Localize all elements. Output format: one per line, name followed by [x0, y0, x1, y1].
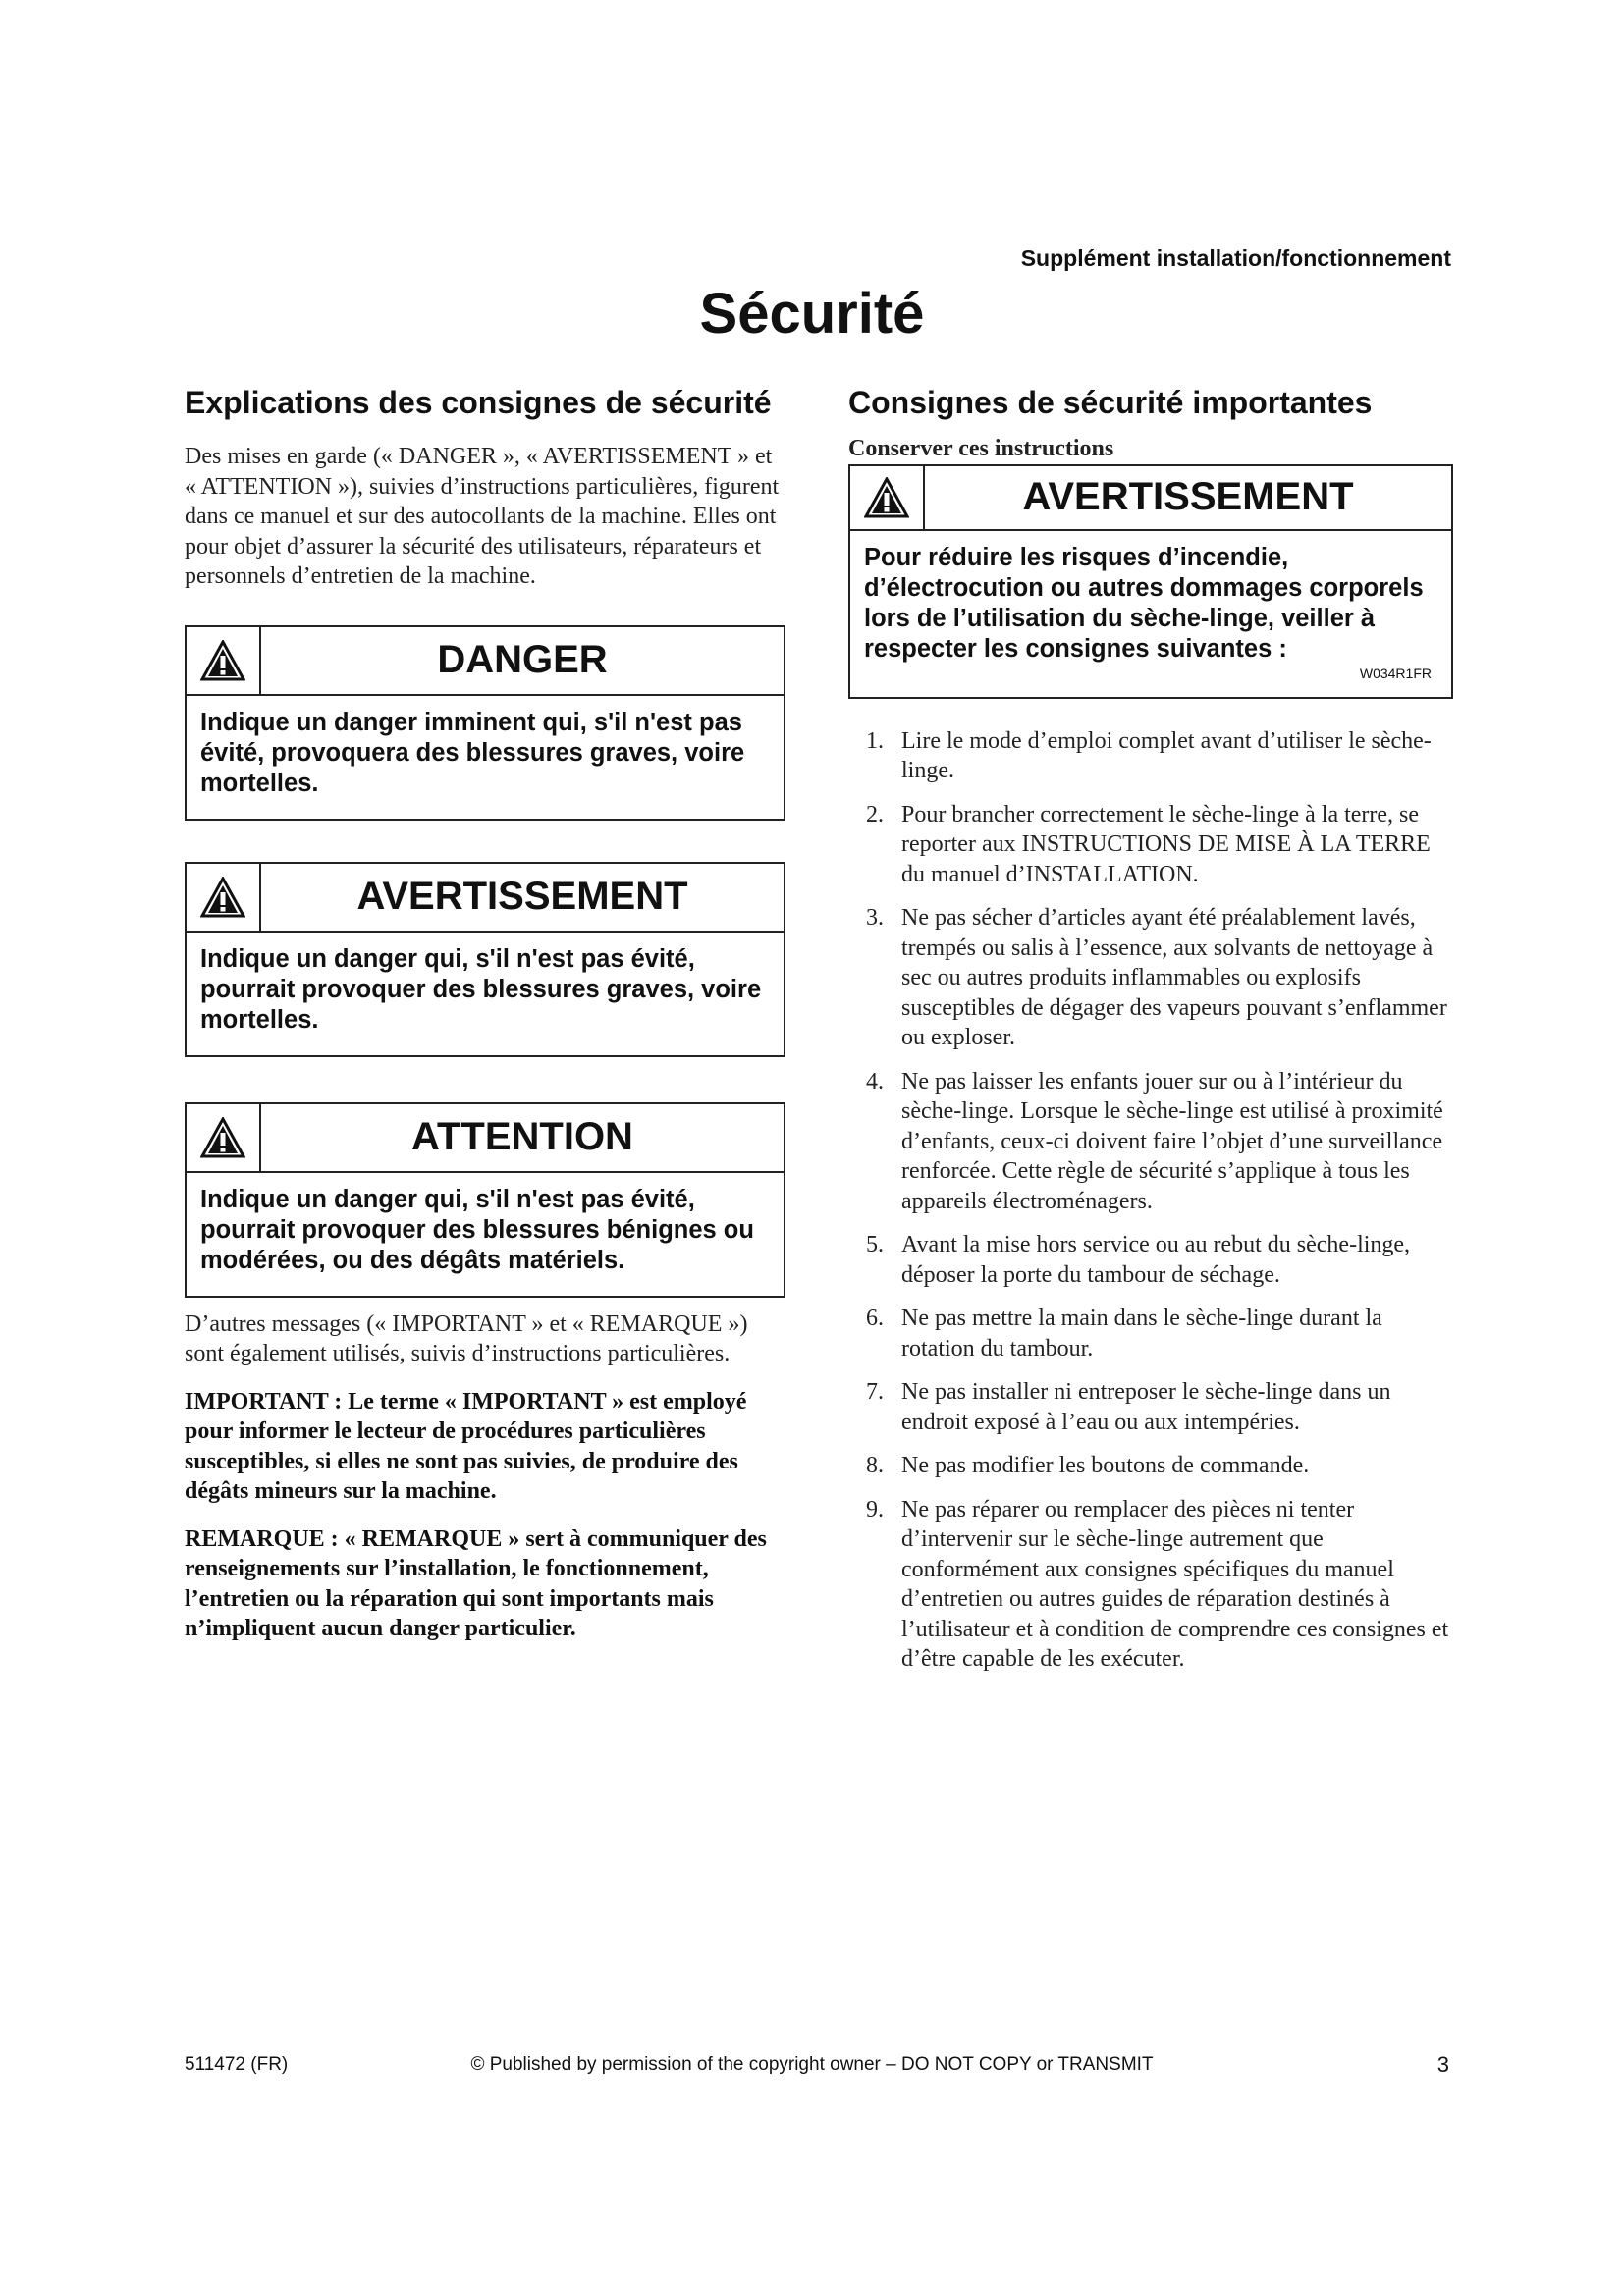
important-warning-text: Pour réduire les risques d’incendie, d’électrocution ou autres dommages corporels lors de l’utilisation du sèche-linge, veiller à respecter les consignes suivantes : — [864, 543, 1424, 663]
left-section-heading: Explications des consignes de sécurité — [185, 385, 772, 420]
warning-triangle-icon — [850, 466, 925, 529]
caution-title: ATTENTION — [411, 1115, 633, 1158]
warning-triangle-icon — [187, 1104, 261, 1171]
left-column — [185, 385, 785, 1644]
right-column — [848, 385, 1453, 1688]
list-item: 8. Ne pas modifier les boutons de commande. — [866, 1453, 1310, 1478]
warning-box — [185, 862, 785, 1057]
safety-instructions-list — [848, 726, 1453, 1675]
list-item: 1. Lire le mode d’emploi complet avant d’utiliser le sèche-linge. — [866, 727, 1432, 783]
other-messages-paragraph: D’autres messages (« IMPORTANT » et « REMARQUE ») sont également utilisés, suivis d’instructions particulières. — [185, 1310, 748, 1366]
caution-text: Indique un danger qui, s'il n'est pas évité, pourrait provoquer des blessures bénignes ou modérées, ou des dégâts matériels. — [200, 1185, 754, 1274]
conserve-instructions-subheading: Conserver ces instructions — [848, 436, 1114, 461]
list-item: 3. Ne pas sécher d’articles ayant été préalablement lavés, trempés ou salis à l’essence, aux solvants de nettoyage à sec ou autres produits inflammables ou explosifs susceptibles de dégager des vapeurs pouvant s’enflammer ou exploser. — [866, 905, 1447, 1050]
list-item: 6. Ne pas mettre la main dans le sèche-linge durant la rotation du tambour. — [866, 1306, 1382, 1362]
warning-code: W034R1FR — [1359, 665, 1432, 681]
danger-box — [185, 625, 785, 821]
doc-number: 511472 (FR) — [185, 2055, 289, 2075]
list-item: 5. Avant la mise hors service ou au rebut du sèche-linge, déposer la porte du tambour de séchage. — [866, 1232, 1411, 1288]
warning-title: AVERTISSEMENT — [356, 875, 688, 918]
warning-triangle-icon — [187, 864, 261, 931]
copyright-notice: © Published by permission of the copyright owner – DO NOT COPY or TRANSMIT — [470, 2055, 1154, 2075]
danger-text: Indique un danger imminent qui, s'il n'est pas évité, provoquera des blessures graves, voire mortelles. — [200, 708, 745, 797]
caution-box — [185, 1102, 785, 1298]
warning-triangle-icon — [187, 627, 261, 694]
intro-paragraph: Des mises en garde (« DANGER », « AVERTISSEMENT » et « ATTENTION »), suivies d’instructions particulières, figurent dans ce manuel et sur des autocollants de la machine. Elles ont pour objet d’assurer la sécurité des utilisateurs, réparateurs et personnels d’entretien de la machine. — [185, 444, 780, 589]
list-item: 4. Ne pas laisser les enfants jouer sur ou à l’intérieur du sèche-linge. Lorsque le sèche-linge est utilisé à proximité d’enfants, ceux-ci doivent faire l’objet d’une surveillance renforcée. Cette règle de sécurité s’applique à tous les appareils électroménagers. — [866, 1068, 1443, 1214]
page-title: Sécurité — [699, 282, 925, 346]
important-warning-body — [850, 531, 1451, 697]
warning-text: Indique un danger qui, s'il n'est pas évité, pourrait provoquer des blessures graves, voire mortelles. — [200, 944, 762, 1034]
danger-title: DANGER — [437, 638, 608, 681]
important-paragraph: IMPORTANT : Le terme « IMPORTANT » est employé pour informer le lecteur de procédures particulières susceptibles, si elles ne sont pas suivies, de produire des dégâts mineurs sur la machine. — [185, 1388, 747, 1504]
important-warning-title: AVERTISSEMENT — [1022, 475, 1354, 518]
page-number: 3 — [1436, 2053, 1449, 2077]
important-warning-box — [848, 464, 1453, 699]
supplement-label: Supplément installation/fonctionnement — [1020, 245, 1451, 271]
remarque-paragraph: REMARQUE : « REMARQUE » sert à communiquer des renseignements sur l’installation, le fonctionnement, l’entretien ou la réparation qui sont importants mais n’impliquent aucun danger particulier. — [185, 1525, 767, 1641]
list-item: 9. Ne pas réparer ou remplacer des pièces ni tenter d’intervenir sur le sèche-linge autrement que conformément aux consignes spécifiques du manuel d’entretien ou autres guides de réparation destinés à l’utilisateur et à condition de comprendre ces consignes et d’être capable de les exécuter. — [866, 1496, 1449, 1672]
list-item: 2. Pour brancher correctement le sèche-linge à la terre, se reporter aux INSTRUCTIONS DE MISE À LA TERRE du manuel d’INSTALLATION. — [866, 801, 1431, 887]
list-item: 7. Ne pas installer ni entreposer le sèche-linge dans un endroit exposé à l’eau ou aux intempéries. — [866, 1379, 1391, 1435]
right-section-heading: Consignes de sécurité importantes — [848, 385, 1373, 420]
